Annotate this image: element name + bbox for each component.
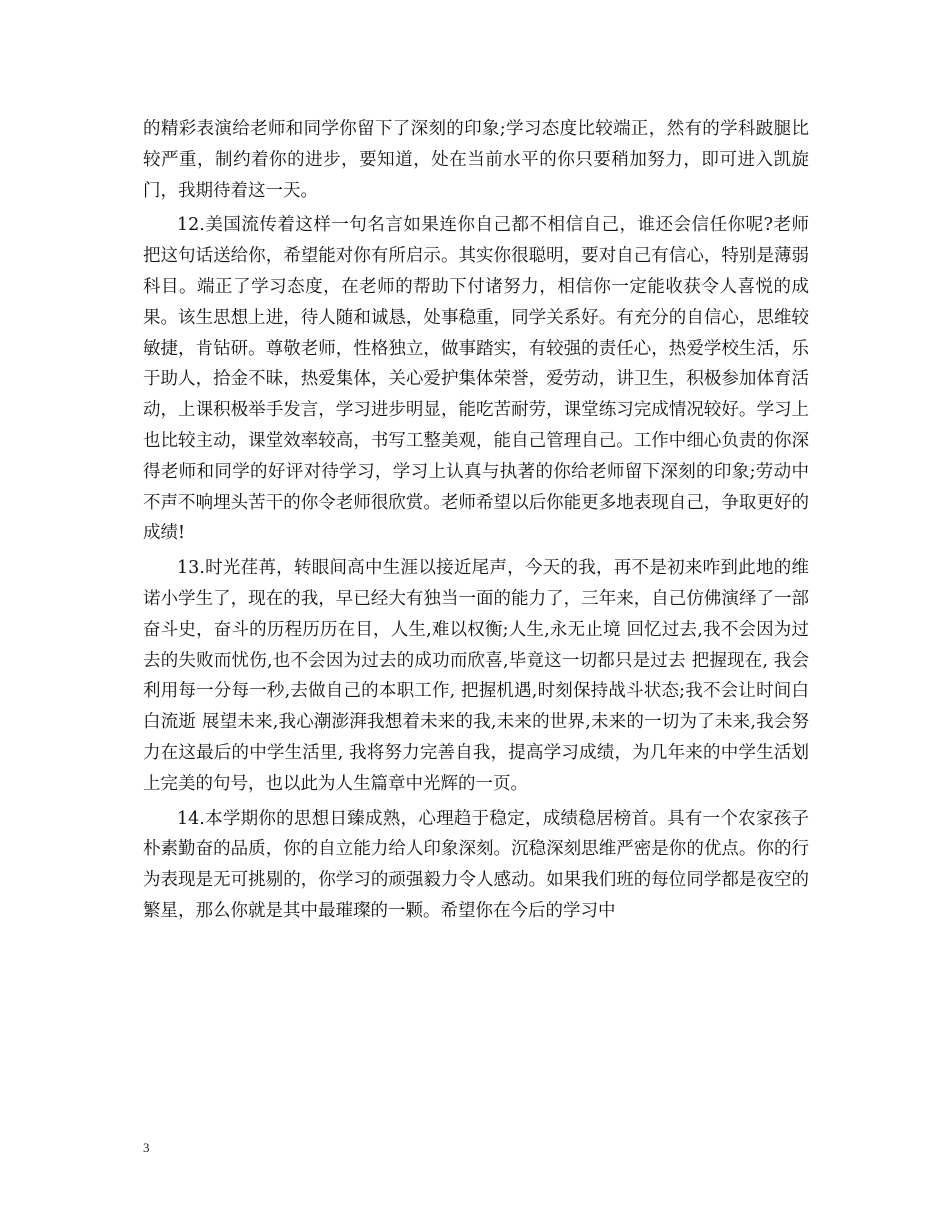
paragraph-14: 14.本学期你的思想日臻成熟，心理趋于稳定，成绩稳居榜首。具有一个农家孩子朴素勤奋的品质，你的自立能力给人印象深刻。沉稳深刻思维严密是你的优点。你的行为表现是无可挑剔的，你学习的顽强毅力令人感动。如果我们班的每位同学都是夜空的繁星，那么你就是其中最璀璨的一颗。希望你在今后的学习中 <box>143 808 809 921</box>
paragraph-continuation: 的精彩表演给老师和同学你留下了深刻的印象;学习态度比较端正，然有的学科跛腿比较严重，制约着你的进步，要知道，处在当前水平的你只要稍加努力，即可进入凯旋门，我期待着这一天。 <box>143 119 809 201</box>
page-number: 3 <box>143 1140 150 1155</box>
paragraph-12: 12.美国流传着这样一句名言如果连你自己都不相信自己，谁还会信任你呢?老师把这句话送给你，希望能对你有所启示。其实你很聪明，要对自己有信心，特别是薄弱科目。端正了学习态度，在老师的帮助下付诸努力，相信你一定能收获令人喜悦的成果。该生思想上进，待人随和诚恳，处事稳重，同学关系好。有充分的自信心，思维较敏捷，肯钻研。尊敬老师，性格独立，做事踏实，有较强的责任心，热爱学校生活，乐于助人，拾金不昧，热爱集体，关心爱护集体荣誉，爱劳动，讲卫生，积极参加体育活动，上课积极举手发言，学习进步明显，能吃苦耐劳，课堂练习完成情况较好。学习上也比较主动，课堂效率较高，书写工整美观，能自己管理自己。工作中细心负责的你深得老师和同学的好评对待学习，学习上认真与执著的你给老师留下深刻的印象;劳动中不声不响埋头苦干的你令老师很欣赏。老师希望以后你能更多地表现自己，争取更好的成绩! <box>143 215 809 544</box>
paragraph-13: 13.时光荏苒，转眼间高中生涯以接近尾声，今天的我，再不是初来咋到此地的维诺小学生了，现在的我，早已经大有独当一面的能力了，三年来，自己仿佛演绎了一部奋斗史，奋斗的历程历历在目，人生,难以权衡;人生,永无止境 回忆过去,我不会因为过去的失败而忧伤,也不会因为过去的成功而欣喜,毕竟这一切都只是过去 把握现在, 我会利用每一分每一秒,去做自己的本职工作, 把握机遇,时刻保持战斗状态;我不会让时间白白流逝 展望未来,我心潮澎湃我想着未来的我,未来的世界,未来的一切为了未来,我会努力在这最后的中学生活里, 我将努力完善自我，提高学习成绩，为几年来的中学生活划上完美的句号，也以此为人生篇章中光辉的一页。 <box>143 558 809 794</box>
body-text <box>143 114 809 931</box>
